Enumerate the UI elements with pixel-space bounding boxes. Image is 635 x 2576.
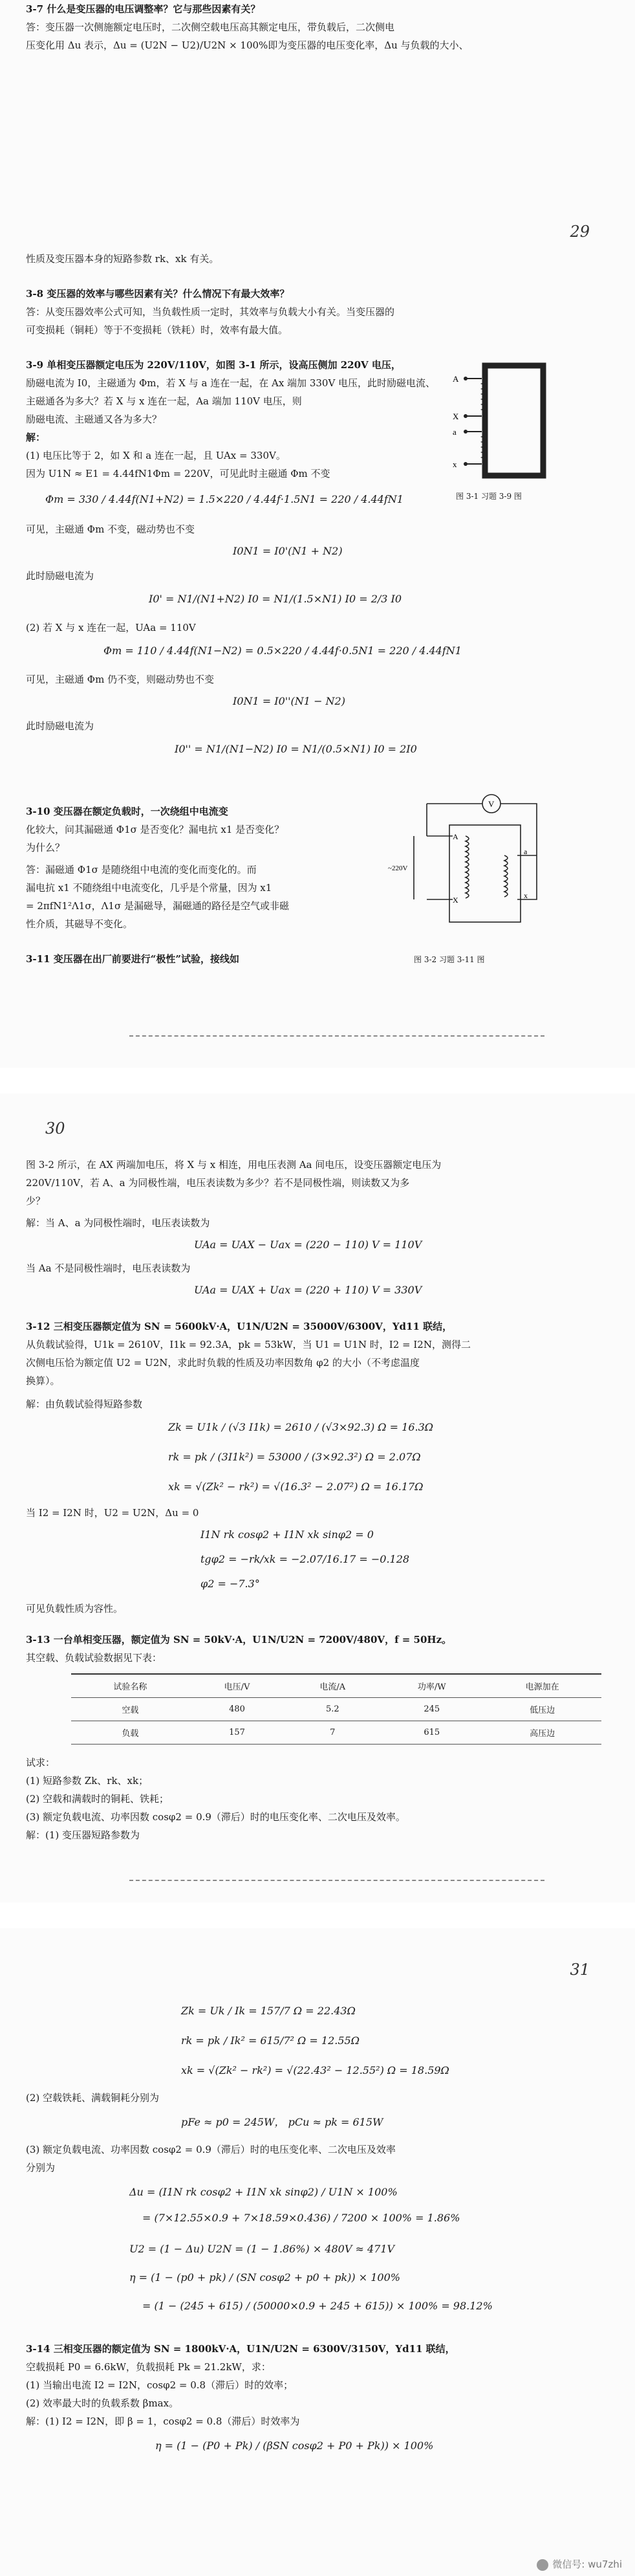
equation-phi-1: Φm = 330 / 4.44f(N1+N2) = 1.5×220 / 4.44f·1.5N1 = 220 / 4.44fN1 xyxy=(45,493,404,505)
fig1-label-x-upper: X xyxy=(453,412,459,421)
equation-losses: pFe ≈ p0 = 245W， pCu ≈ pk = 615W xyxy=(181,2116,383,2128)
a313-line-3: (3) 额定负载电流、功率因数 cosφ2 = 0.9（滞后）时的电压变化率、二次电压及效率 xyxy=(26,2144,396,2155)
fig2-label-voltmeter: V xyxy=(488,799,495,809)
table-header: 功率/W xyxy=(380,1674,483,1698)
equation-opposite-polarity: UAa = UAX + Uax = (220 + 110) V = 330V xyxy=(194,1284,422,1296)
ask-item-3: (3) 额定负载电流、功率因数 cosφ2 = 0.9（滞后）时的电压变化率、二次电压及效率。 xyxy=(26,1811,405,1823)
page-number: 31 xyxy=(570,1961,590,1979)
wechat-watermark xyxy=(537,2557,622,2571)
figure-3-2-caption: 图 3-2 习题 3-11 图 xyxy=(414,955,485,964)
q311-line-1: 图 3-2 所示，在 AX 两端加电压，将 X 与 x 相连，用电压表测 Aa 间电压，设变压器额定电压为 xyxy=(26,1159,442,1171)
equation-i0-double-prime: I0'' = N1/(N1−N2) I0 = N1/(0.5×N1) I0 = 2I0 xyxy=(175,743,417,755)
q312-line-3: 次侧电压恰为额定值 U2 = U2N，求此时负载的性质及功率因数角 φ2 的大小（不考虑温度 xyxy=(26,1357,420,1369)
table-header: 试验名称 xyxy=(71,1674,189,1698)
equation-u2: U2 = (1 − Δu) U2N = (1 − 1.86%) × 480V ≈ 471V xyxy=(129,2243,395,2255)
q314-line-3: (1) 当输出电流 I2 = I2N，cosφ2 = 0.8（滞后）时的效率； xyxy=(26,2379,294,2391)
table-header-row xyxy=(71,1674,601,1698)
a37-line-2: 压变化用 Δu 表示，Δu = (U2N − U2)/U2N × 100%即为变压器的电压变化率，Δu 与负载的大小、 xyxy=(26,39,469,51)
q314-line-2: 空载损耗 P0 = 6.6kW，负载损耗 Pk = 21.2kW，求： xyxy=(26,2361,271,2373)
q310-line-1: 3-10 变压器在额定负载时，一次绕组中电流变 xyxy=(26,806,228,817)
a39-line-4: 此时励磁电流为 xyxy=(26,570,94,582)
figure-3-1-caption: 图 3-1 习题 3-9 图 xyxy=(456,492,522,501)
equation-mmf-1: I0N1 = I0'(N1 + N2) xyxy=(233,545,343,557)
a313-line-4: 分别为 xyxy=(26,2162,56,2174)
equation-zk: Zk = U1k / (√3 I1k) = 2610 / (√3×92.3) Ω = 16.3Ω xyxy=(168,1421,434,1433)
a39-line-6: 可见，主磁通 Φm 仍不变，则磁动势也不变 xyxy=(26,674,215,685)
a313-line-2: (2) 空载铁耗、满载铜耗分别为 xyxy=(26,2092,160,2104)
ask-item-2: (2) 空载和满载时的铜耗、铁耗； xyxy=(26,1793,169,1805)
q39-line-4: 励磁电流、主磁通又各为多大？ xyxy=(26,413,162,425)
fig1-label-a-upper: A xyxy=(453,374,459,384)
q313-line-2: 其空载、负载试验数据见下表： xyxy=(26,1652,162,1664)
equation-xk: xk = √(Zk² − rk²) = √(22.43² − 12.55²) Ω = 18.59Ω xyxy=(181,2064,449,2076)
table-header: 电源加在 xyxy=(483,1674,601,1698)
equation-mmf-2: I0N1 = I0''(N1 − N2) xyxy=(233,695,345,707)
fig2-label-x-lower: x xyxy=(524,891,528,900)
answer-label: 解： xyxy=(26,432,46,443)
page-29 xyxy=(0,0,635,1068)
a311-line-1: 解：当 A、a 为同极性端时，电压表读数为 xyxy=(26,1217,210,1229)
table-cell: 7 xyxy=(285,1721,380,1745)
q37-line: 3-7 什么是变压器的电压调整率？它与那些因素有关？ xyxy=(26,3,261,15)
q312-line-2: 从负载试验得，U1k = 2610V，I1k = 92.3A，pk = 53kW，当 U1 = U1N 时，I2 = I2N，测得二 xyxy=(26,1339,471,1350)
table-cell: 低压边 xyxy=(483,1698,601,1721)
equation-efficiency-value: = (1 − (245 + 615) / (50000×0.9 + 245 + 615)) × 100% = 98.12% xyxy=(142,2300,493,2312)
a38-line-2: 可变损耗（铜耗）等于不变损耗（铁耗）时，效率有最大值。 xyxy=(26,324,288,336)
fig1-label-a-lower: a xyxy=(453,427,457,437)
a39-line-1: (1) 电压比等于 2，如 X 和 a 连在一起，且 UAx = 330V。 xyxy=(26,450,286,461)
table-row xyxy=(71,1698,601,1721)
q311: 3-11 变压器在出厂前要进行“极性”试验，接线如 xyxy=(26,953,240,965)
q311-line-2: 220V/110V，若 A、a 为同极性端，电压表读数为多少？若不是同极性端，则读数又为多 xyxy=(26,1177,410,1189)
a310-line-2: 漏电抗 x1 不随绕组中电流变化，几乎是个常量，因为 x1 xyxy=(26,882,272,894)
page-30 xyxy=(0,1094,635,1902)
page-separator xyxy=(129,1035,544,1037)
q38: 3-8 变压器的效率与哪些因素有关？什么情况下有最大效率？ xyxy=(26,288,290,300)
q314-line-4: (2) 效率最大时的负载系数 βmax。 xyxy=(26,2397,179,2409)
table-cell: 空载 xyxy=(71,1698,189,1721)
equation-phi-2: Φm = 110 / 4.44f(N1−N2) = 0.5×220 / 4.44f·0.5N1 = 220 / 4.44fN1 xyxy=(103,644,462,657)
a311-line-2: 当 Aa 不是同极性端时，电压表读数为 xyxy=(26,1262,191,1274)
a37-line-1: 答：变压器一次侧施额定电压时，二次侧空载电压高其额定电压，带负载后，二次侧电 xyxy=(26,21,395,33)
wechat-icon xyxy=(537,2559,548,2571)
a310-line-3: = 2πfN1²Λ1σ，Λ1σ 是漏磁导，漏磁通的路径是空气或非磁 xyxy=(26,900,289,912)
q310-line-2: 化较大，问其漏磁通 Φ1σ 是否变化？漏电抗 x1 是否变化？ xyxy=(26,824,285,835)
q39-line-2: 励磁电流为 I0，主磁通为 Φm，若 X 与 a 连在一起，在 Ax 端加 330V 电压，此时励磁电流、 xyxy=(26,377,436,389)
table-cell: 245 xyxy=(380,1698,483,1721)
page-number: 29 xyxy=(570,223,590,241)
a38-line-1: 答：从变压器效率公式可知，当负载性质一定时，其效率与负载大小有关。当变压器的 xyxy=(26,306,395,318)
table-cell: 负载 xyxy=(71,1721,189,1745)
ask-item-1: (1) 短路参数 Zk、rk、xk； xyxy=(26,1775,149,1787)
fig1-label-x-lower: x xyxy=(453,459,457,469)
a310-line-4: 性介质，其磁导不变化。 xyxy=(26,918,133,930)
table-cell: 480 xyxy=(189,1698,285,1721)
fig2-label-a-upper: A xyxy=(453,832,458,841)
equation-tg: tgφ2 = −rk/xk = −2.07/16.17 = −0.128 xyxy=(200,1553,410,1565)
a312-line-3: 可见负载性质为容性。 xyxy=(26,1603,124,1614)
table-cell: 157 xyxy=(189,1721,285,1745)
a39-line-3: 可见，主磁通 Φm 不变，磁动势也不变 xyxy=(26,523,195,535)
equation-phi-2: φ2 = −7.3° xyxy=(200,1578,260,1590)
q313-line-1: 3-13 一台单相变压器，额定值为 SN = 50kV·A，U1N/U2N = 7200V/480V，f = 50Hz。 xyxy=(26,1634,452,1646)
a39-line-2: 因为 U1N ≈ E1 = 4.44fN1Φm = 220V，可见此时主磁通 Φm 不变 xyxy=(26,468,330,479)
equation-rk: rk = pk / Ik² = 615/7² Ω = 12.55Ω xyxy=(181,2034,360,2047)
watermark-text: 微信号: wu7zhi xyxy=(552,2559,622,2570)
equation-rk: rk = pk / (3I1k²) = 53000 / (3×92.3²) Ω = 2.07Ω xyxy=(168,1451,421,1463)
page-31 xyxy=(0,1928,635,2576)
q314-line-1: 3-14 三相变压器的额定值为 SN = 1800kV·A，U1N/U2N = 6300V/3150V，Yd11 联结， xyxy=(26,2343,455,2355)
q312-line-1: 3-12 三相变压器额定值为 SN = 5600kV·A，U1N/U2N = 35000V/6300V，Yd11 联结， xyxy=(26,1321,453,1332)
table-header: 电压/V xyxy=(189,1674,285,1698)
equation-zk: Zk = Uk / Ik = 157/7 Ω = 22.43Ω xyxy=(181,2005,356,2017)
equation-xk: xk = √(Zk² − rk²) = √(16.3² − 2.07²) Ω = 16.17Ω xyxy=(168,1481,424,1493)
equation-du-value: = (7×12.55×0.9 + 7×18.59×0.436) / 7200 × 100% = 1.86% xyxy=(142,2212,460,2224)
table-cell: 5.2 xyxy=(285,1698,380,1721)
table-header: 电流/A xyxy=(285,1674,380,1698)
table-row xyxy=(71,1721,601,1745)
test-data-table xyxy=(71,1673,601,1745)
a310-line-1: 答：漏磁通 Φ1σ 是随绕组中电流的变化而变化的。而 xyxy=(26,864,257,875)
table-cell: 高压边 xyxy=(483,1721,601,1745)
q39-line-3: 主磁通各为多大？若 X 与 x 连在一起，Aa 端加 110V 电压，则 xyxy=(26,395,302,407)
page-number: 30 xyxy=(45,1119,65,1138)
table-cell: 615 xyxy=(380,1721,483,1745)
equation-condition: I1N rk cosφ2 + I1N xk sinφ2 = 0 xyxy=(200,1528,374,1541)
a313-line-1: 解：(1) 变压器短路参数为 xyxy=(26,1829,140,1841)
a37-continued: 性质及变压器本身的短路参数 rk、xk 有关。 xyxy=(26,253,219,265)
fig2-label-x-upper: X xyxy=(453,896,458,905)
equation-du: Δu = (I1N rk cosφ2 + I1N xk sinφ2) / U1N × 100% xyxy=(129,2186,398,2198)
equation-same-polarity: UAa = UAX − Uax = (220 − 110) V = 110V xyxy=(194,1238,422,1251)
q310-line-3: 为什么？ xyxy=(26,842,65,853)
q39-line-1: 3-9 单相变压器额定电压为 220V/110V，如图 3-1 所示，设高压侧加 220V 电压， xyxy=(26,359,401,371)
page-separator xyxy=(129,1880,544,1881)
equation-efficiency-314: η = (1 − (P0 + Pk) / (βSN cosφ2 + P0 + Pk)) × 100% xyxy=(155,2439,434,2452)
equation-i0-prime: I0' = N1/(N1+N2) I0 = N1/(1.5×N1) I0 = 2/3 I0 xyxy=(149,593,402,605)
polarity-test-figure xyxy=(388,789,556,945)
q312-line-4: 换算）。 xyxy=(26,1375,60,1387)
a39-line-5: (2) 若 X 与 x 连在一起，UAa = 110V xyxy=(26,622,196,633)
a39-line-7: 此时励磁电流为 xyxy=(26,720,94,732)
a312-line-1: 解：由负载试验得短路参数 xyxy=(26,1398,143,1410)
fig2-label-a-lower: a xyxy=(524,847,528,856)
a314-line-1: 解：(1) I2 = I2N，即 β = 1，cosφ2 = 0.8（滞后）时效率为 xyxy=(26,2416,300,2427)
ask-label: 试求： xyxy=(26,1757,56,1768)
fig2-label-source: ~220V xyxy=(388,864,408,872)
transformer-core-figure xyxy=(446,359,556,482)
q311-line-3: 少？ xyxy=(26,1195,46,1207)
a312-line-2: 当 I2 = I2N 时，U2 = U2N，Δu = 0 xyxy=(26,1507,199,1519)
equation-efficiency: η = (1 − (p0 + pk) / (SN cosφ2 + p0 + pk)) × 100% xyxy=(129,2271,400,2284)
